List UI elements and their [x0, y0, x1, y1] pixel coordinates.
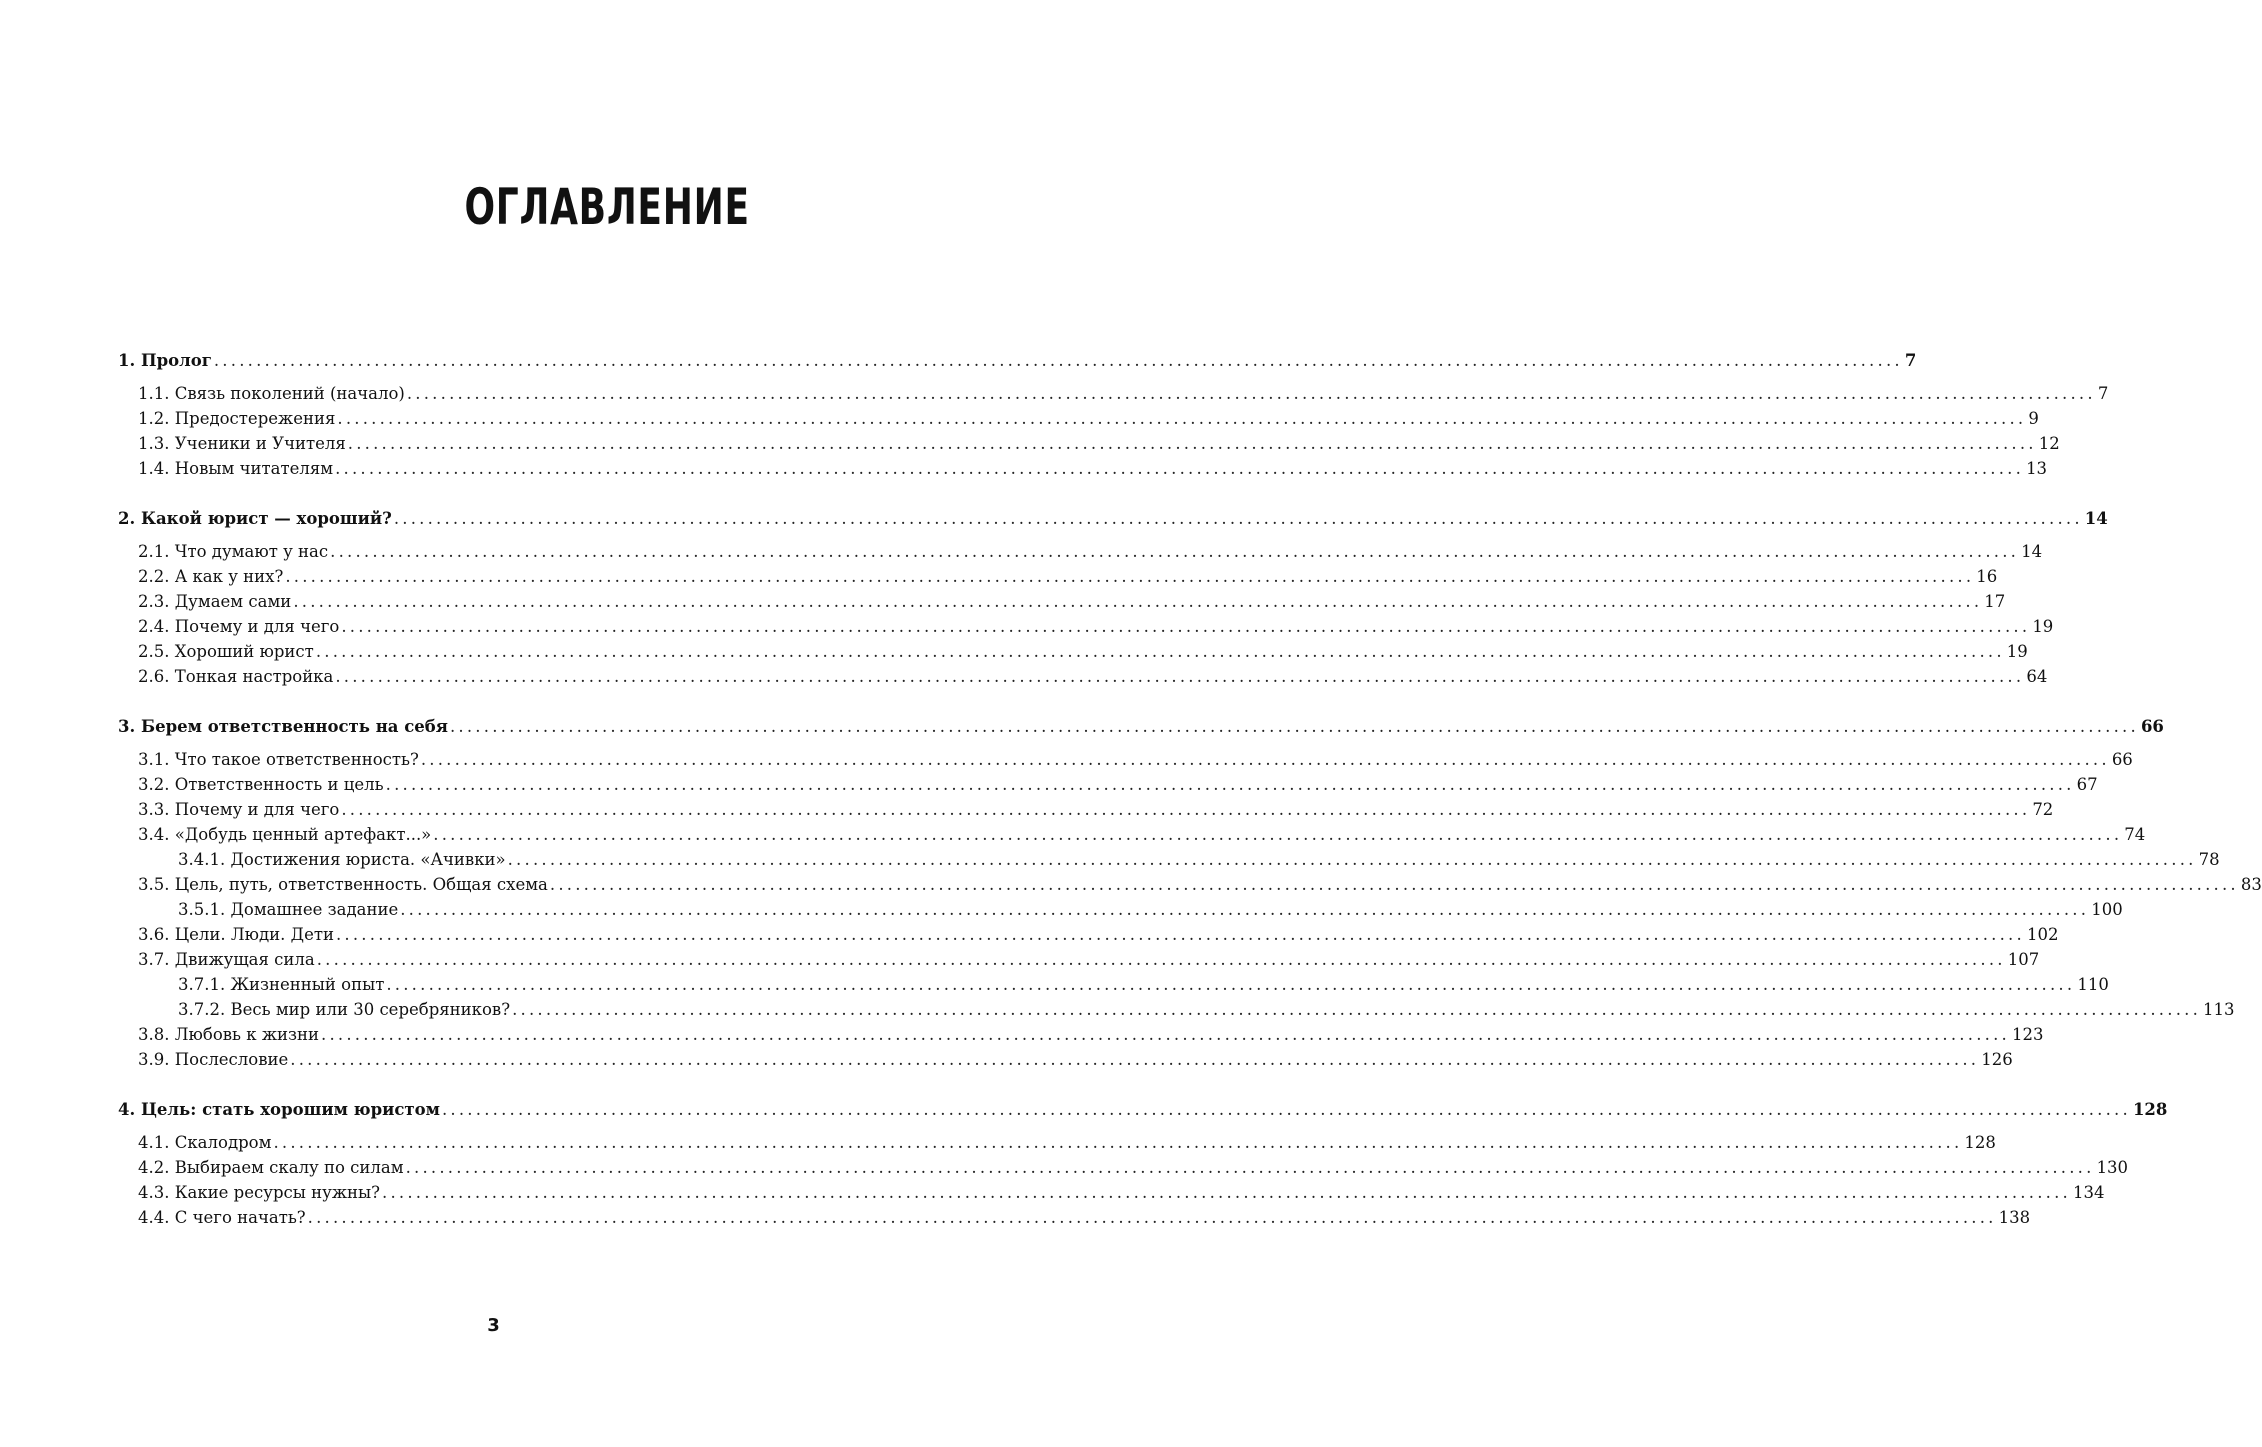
- dot-leader: ........................................................................................................................................................................................................: [433, 825, 2123, 844]
- toc-entry-number: 3.2.: [138, 775, 170, 794]
- toc-entry-text: Скалодром: [174, 1133, 272, 1152]
- toc-entry-number: 4.: [118, 1100, 136, 1119]
- toc-entry-number: 3.8.: [138, 1025, 170, 1044]
- toc-entry-title: [178, 897, 398, 922]
- dot-leader: ........................................................................................................................................................................................................: [285, 567, 1975, 586]
- toc-entry-title: [138, 664, 333, 689]
- toc-entry-title: [138, 639, 314, 664]
- toc-entry-text: Почему и для чего: [174, 617, 340, 636]
- toc-page-number: 14: [2021, 542, 2043, 561]
- toc-entry-number: 3.4.: [138, 825, 170, 844]
- toc-section-entry[interactable]: [118, 664, 2048, 689]
- toc-entry-title: [138, 406, 335, 431]
- toc-entry-text: Почему и для чего: [174, 800, 340, 819]
- toc-section-entry[interactable]: [118, 431, 2060, 456]
- toc-page-number: 107: [2007, 950, 2040, 969]
- toc-page-number: 14: [2084, 509, 2108, 528]
- toc-entry-text: Берем ответственность на себя: [140, 717, 448, 736]
- toc-entry-number: 3.7.2.: [178, 1000, 226, 1019]
- toc-entry-title: [138, 456, 333, 481]
- toc-entry-title: [138, 589, 291, 614]
- toc-entry-text: Связь поколений (начало): [174, 384, 405, 403]
- toc-entry-number: 1.: [118, 351, 136, 370]
- dot-leader: ........................................................................................................................................................................................................: [273, 1133, 1963, 1152]
- toc-entry-title: [138, 431, 346, 456]
- toc-page-number: 78: [2198, 850, 2220, 869]
- dot-leader: ........................................................................................................................................................................................................: [393, 509, 2083, 528]
- toc-page-number: 66: [2111, 750, 2133, 769]
- dot-leader: ........................................................................................................................................................................................................: [316, 950, 2006, 969]
- toc-entry-title: [138, 822, 431, 847]
- toc-entry-text: Выбираем скалу по силам: [174, 1158, 404, 1177]
- dot-leader: ........................................................................................................................................................................................................: [406, 384, 2096, 403]
- dot-leader: ........................................................................................................................................................................................................: [385, 775, 2075, 794]
- toc-entry-number: 1.4.: [138, 459, 170, 478]
- toc-page-number: 128: [1964, 1133, 1996, 1152]
- toc-entry-text: Что такое ответственность?: [174, 750, 419, 769]
- toc-page-number: 102: [2026, 925, 2059, 944]
- toc-section-entry[interactable]: [118, 406, 2039, 431]
- toc-section-entry[interactable]: [118, 564, 1998, 589]
- toc-subsubsection-entry[interactable]: [118, 997, 2235, 1022]
- toc-entry-number: 3.7.1.: [178, 975, 226, 994]
- toc-entry-title: [138, 539, 328, 564]
- toc-entry-number: 3.3.: [138, 800, 170, 819]
- toc-entry-text: Новым читателям: [174, 459, 334, 478]
- toc-entry-number: 4.1.: [138, 1133, 170, 1152]
- toc-section-entry[interactable]: [118, 1155, 2129, 1180]
- toc-page-number: 19: [2006, 642, 2028, 661]
- dot-leader: ........................................................................................................................................................................................................: [321, 1025, 2010, 1044]
- toc-entry-title: [138, 947, 315, 972]
- toc-page-number: 16: [1976, 567, 1998, 586]
- toc-page-number: 83: [2240, 875, 2262, 894]
- toc-entry-text: Какие ресурсы нужны?: [174, 1183, 380, 1202]
- toc-page-number: 126: [1981, 1050, 2013, 1069]
- dot-leader: ........................................................................................................................................................................................................: [213, 351, 1903, 370]
- dot-leader: ........................................................................................................................................................................................................: [382, 1183, 2071, 1202]
- toc-entry-text: Домашнее задание: [230, 900, 399, 919]
- dot-leader: ........................................................................................................................................................................................................: [335, 459, 2025, 478]
- toc-page-number: 17: [1984, 592, 2006, 611]
- toc-entry-number: 4.4.: [138, 1208, 170, 1227]
- toc-section-entry[interactable]: [118, 747, 2133, 772]
- toc-entry-title: [138, 1155, 404, 1180]
- toc-section-entry[interactable]: [118, 539, 2043, 564]
- toc-entry-number: 3.1.: [138, 750, 170, 769]
- toc-section-entry[interactable]: [118, 1130, 1996, 1155]
- toc-page-number: 130: [2096, 1158, 2129, 1177]
- toc-subsubsection-entry[interactable]: [118, 972, 2109, 997]
- toc-section-entry[interactable]: [118, 1180, 2105, 1205]
- toc-entry-number: 2.5.: [138, 642, 170, 661]
- dot-leader: ........................................................................................................................................................................................................: [335, 667, 2025, 686]
- toc-section-entry[interactable]: [118, 922, 2059, 947]
- dot-leader: ........................................................................................................................................................................................................: [420, 750, 2110, 769]
- toc-entry-text: Весь мир или 30 серебряников?: [230, 1000, 511, 1019]
- toc-page-number: 67: [2076, 775, 2098, 794]
- toc-entry-number: 1.1.: [138, 384, 170, 403]
- dot-leader: ........................................................................................................................................................................................................: [405, 1158, 2095, 1177]
- toc-chapter-entry[interactable]: [118, 1097, 2168, 1122]
- dot-leader: ........................................................................................................................................................................................................: [341, 617, 2031, 636]
- toc-entry-title: [138, 1180, 380, 1205]
- dot-leader: ........................................................................................................................................................................................................: [307, 1208, 1997, 1227]
- dot-leader: ........................................................................................................................................................................................................: [341, 800, 2031, 819]
- toc-entry-number: 2.6.: [138, 667, 170, 686]
- toc-section-entry[interactable]: [118, 1205, 2031, 1230]
- toc-subsubsection-entry[interactable]: [118, 897, 2123, 922]
- toc-entry-title: [138, 922, 334, 947]
- toc-chapter-section: [118, 1097, 2168, 1230]
- dot-leader: ........................................................................................................................................................................................................: [386, 975, 2076, 994]
- toc-entry-number: 2.1.: [138, 542, 170, 561]
- toc-chapter-entry[interactable]: [118, 348, 1917, 373]
- dot-leader: ........................................................................................................................................................................................................: [400, 900, 2090, 919]
- toc-entry-title: [138, 1047, 288, 1072]
- toc-section-entry[interactable]: [118, 381, 2109, 406]
- toc-entry-text: «Добудь ценный артефакт...»: [174, 825, 432, 844]
- toc-section-entry[interactable]: [118, 947, 2040, 972]
- toc-section-entry[interactable]: [118, 822, 2146, 847]
- toc-entry-title: [118, 348, 212, 373]
- toc-section-entry[interactable]: [118, 1047, 2013, 1072]
- toc-entry-text: Ответственность и цель: [174, 775, 384, 794]
- toc-entry-title: [138, 1205, 306, 1230]
- table-of-contents: [118, 348, 2262, 1255]
- toc-entry-text: Цели. Люди. Дети: [174, 925, 334, 944]
- toc-chapter-section: [118, 348, 2109, 481]
- toc-chapter-section: [118, 714, 2262, 1072]
- toc-chapter-section: [118, 506, 2108, 689]
- toc-page-number: 13: [2026, 459, 2048, 478]
- toc-entry-text: Цель, путь, ответственность. Общая схема: [174, 875, 548, 894]
- toc-entry-title: [138, 797, 339, 822]
- dot-leader: ........................................................................................................................................................................................................: [335, 925, 2025, 944]
- toc-entry-text: Думаем сами: [174, 592, 292, 611]
- toc-entry-text: Тонкая настройка: [174, 667, 334, 686]
- toc-section-entry[interactable]: [118, 797, 2054, 822]
- toc-page-number: 66: [2140, 717, 2164, 736]
- toc-entry-number: 4.3.: [138, 1183, 170, 1202]
- toc-entry-number: 2.: [118, 509, 136, 528]
- toc-entry-text: Ученики и Учителя: [174, 434, 346, 453]
- toc-page-number: 100: [2091, 900, 2123, 919]
- dot-leader: ........................................................................................................................................................................................................: [449, 717, 2139, 736]
- toc-section-entry[interactable]: [118, 772, 2098, 797]
- toc-entry-number: 2.3.: [138, 592, 170, 611]
- toc-entry-text: А как у них?: [174, 567, 284, 586]
- toc-entry-number: 1.2.: [138, 409, 170, 428]
- dot-leader: ........................................................................................................................................................................................................: [512, 1000, 2202, 1019]
- toc-entry-number: 3.: [118, 717, 136, 736]
- toc-page-number: 128: [2132, 1100, 2168, 1119]
- dot-leader: ........................................................................................................................................................................................................: [507, 850, 2197, 869]
- toc-entry-title: [118, 714, 448, 739]
- toc-page-number: 12: [2038, 434, 2060, 453]
- toc-entry-number: 1.3.: [138, 434, 170, 453]
- toc-entry-text: Достижения юриста. «Ачивки»: [230, 850, 506, 869]
- dot-leader: ........................................................................................................................................................................................................: [549, 875, 2239, 894]
- dot-leader: ........................................................................................................................................................................................................: [337, 409, 2027, 428]
- toc-page-number: 7: [1904, 351, 1917, 370]
- toc-page-number: 74: [2124, 825, 2146, 844]
- toc-entry-number: 3.5.1.: [178, 900, 226, 919]
- toc-entry-text: Какой юрист — хороший?: [140, 509, 392, 528]
- toc-chapter-entry[interactable]: [118, 506, 2108, 531]
- toc-page-number: 19: [2032, 617, 2054, 636]
- toc-page-number: 64: [2026, 667, 2048, 686]
- dot-leader: ........................................................................................................................................................................................................: [441, 1100, 2131, 1119]
- toc-entry-title: [138, 747, 419, 772]
- toc-page-number: 138: [1998, 1208, 2031, 1227]
- toc-entry-number: 4.2.: [138, 1158, 170, 1177]
- toc-page-number: 113: [2203, 1000, 2235, 1019]
- toc-page-number: 7: [2097, 384, 2109, 403]
- toc-section-entry[interactable]: [118, 614, 2054, 639]
- toc-entry-number: 3.9.: [138, 1050, 170, 1069]
- toc-entry-title: [118, 1097, 440, 1122]
- toc-entry-title: [138, 1022, 319, 1047]
- toc-page-number: 134: [2072, 1183, 2105, 1202]
- toc-entry-title: [138, 614, 339, 639]
- toc-entry-text: Послесловие: [174, 1050, 289, 1069]
- toc-section-entry[interactable]: [118, 456, 2048, 481]
- toc-page-number: 72: [2032, 800, 2054, 819]
- toc-section-entry[interactable]: [118, 872, 2262, 897]
- dot-leader: ........................................................................................................................................................................................................: [290, 1050, 1980, 1069]
- toc-page-number: 9: [2028, 409, 2039, 428]
- toc-entry-text: С чего начать?: [174, 1208, 306, 1227]
- toc-entry-title: [138, 1130, 271, 1155]
- toc-page-number: 123: [2011, 1025, 2044, 1044]
- toc-entry-text: Пролог: [140, 351, 212, 370]
- page-title: ОГЛАВЛЕНИЕ: [464, 178, 750, 236]
- toc-entry-text: Предостережения: [174, 409, 336, 428]
- toc-subsubsection-entry[interactable]: [118, 847, 2220, 872]
- toc-entry-title: [138, 872, 548, 897]
- toc-entry-number: 2.2.: [138, 567, 170, 586]
- toc-entry-title: [178, 972, 384, 997]
- toc-entry-title: [118, 506, 392, 531]
- toc-section-entry[interactable]: [118, 639, 2028, 664]
- toc-chapter-entry[interactable]: [118, 714, 2164, 739]
- dot-leader: ........................................................................................................................................................................................................: [330, 542, 2020, 561]
- toc-entry-number: 3.5.: [138, 875, 170, 894]
- toc-entry-number: 2.4.: [138, 617, 170, 636]
- toc-entry-text: Жизненный опыт: [230, 975, 385, 994]
- toc-entry-text: Что думают у нас: [174, 542, 329, 561]
- toc-page-number: 110: [2077, 975, 2109, 994]
- toc-entry-title: [178, 847, 506, 872]
- toc-entry-text: Цель: стать хорошим юристом: [140, 1100, 440, 1119]
- toc-entry-text: Хороший юрист: [174, 642, 314, 661]
- dot-leader: ........................................................................................................................................................................................................: [293, 592, 1983, 611]
- toc-entry-title: [138, 772, 384, 797]
- page-number: 3: [487, 1315, 500, 1336]
- toc-entry-number: 3.7.: [138, 950, 170, 969]
- dot-leader: ........................................................................................................................................................................................................: [315, 642, 2005, 661]
- toc-entry-title: [138, 381, 405, 406]
- toc-entry-title: [138, 564, 283, 589]
- toc-entry-number: 3.4.1.: [178, 850, 226, 869]
- toc-section-entry[interactable]: [118, 589, 2006, 614]
- toc-section-entry[interactable]: [118, 1022, 2044, 1047]
- toc-entry-title: [178, 997, 510, 1022]
- toc-entry-text: Движущая сила: [174, 950, 315, 969]
- dot-leader: ........................................................................................................................................................................................................: [347, 434, 2037, 453]
- toc-entry-number: 3.6.: [138, 925, 170, 944]
- toc-entry-text: Любовь к жизни: [174, 1025, 319, 1044]
